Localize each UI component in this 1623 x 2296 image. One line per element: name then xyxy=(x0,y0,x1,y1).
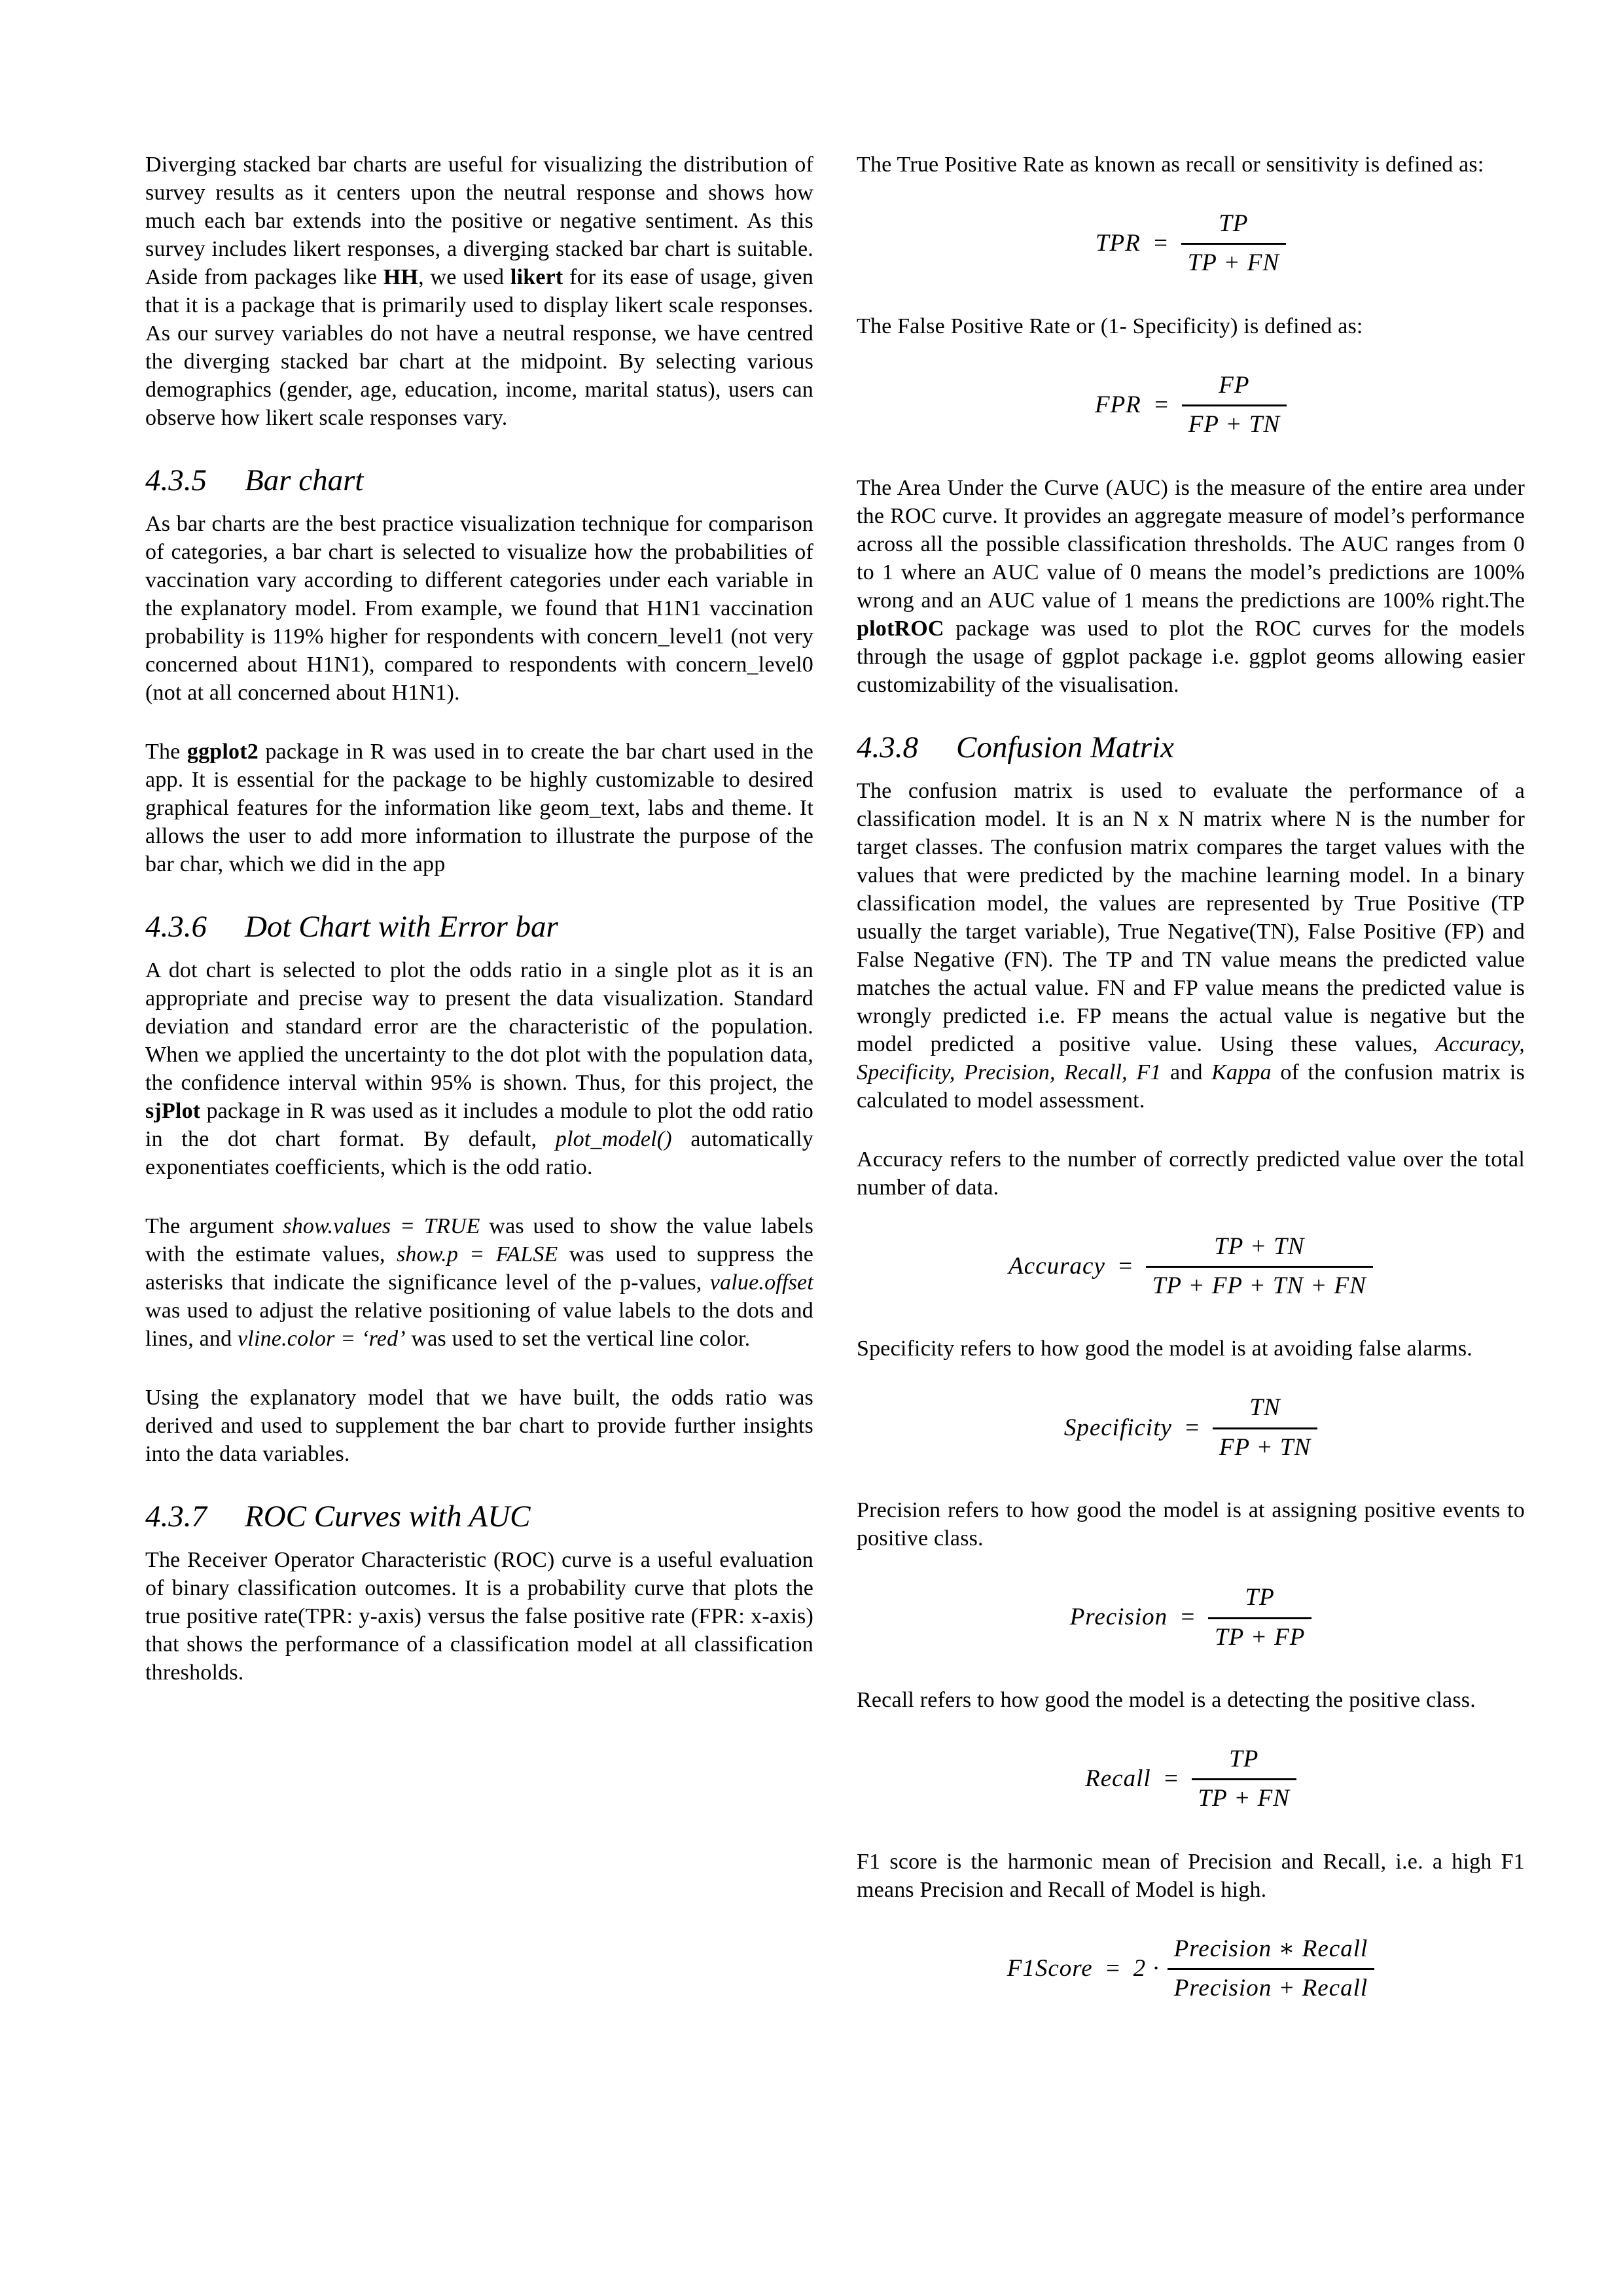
bold-text: plotROC xyxy=(857,616,944,641)
fraction xyxy=(1146,1232,1373,1301)
heading-4-3-5 xyxy=(145,463,813,498)
text-run: A dot chart is selected to plot the odds ratio in a single plot as it is an appropriate and precise way to present the data visualization. Standard deviation and standard error are the characteristic of the population. When we applied the uncertainty to the dot plot with the population data, the confidence interval within 95% is shown. Thus, for this project, the xyxy=(145,958,813,1096)
para-f1-intro xyxy=(857,1848,1525,1904)
fraction-denominator: FP + TN xyxy=(1182,404,1287,439)
equals-sign: = xyxy=(1183,1414,1201,1441)
fraction-numerator: FP xyxy=(1219,371,1250,399)
text-run: , we used xyxy=(418,265,510,289)
fraction-denominator: TP + FN xyxy=(1192,1778,1296,1813)
equals-sign: = xyxy=(1162,1765,1180,1793)
text-run: Diverging stacked bar charts are useful for visualizing the distribution of survey results as it centers upon the neutral response and shows how much each bar extends into the positive or negative sentiment. As this survey includes likert responses, a diverging stacked bar chart is suitable. Aside from packages like xyxy=(145,152,813,289)
italic-text: show.p = FALSE xyxy=(396,1242,558,1267)
right-column xyxy=(857,151,1525,2037)
text-run: The True Positive Rate as known as recall or sensitivity is defined as: xyxy=(857,152,1484,177)
para-ggplot2 xyxy=(145,738,813,878)
text-run: automatically exponentiates coefficients, which is the odd ratio. xyxy=(145,1127,813,1180)
section-number: 4.3.6 xyxy=(145,910,207,944)
left-column xyxy=(145,151,813,2037)
fraction xyxy=(1182,371,1287,440)
text-run: and xyxy=(1161,1060,1212,1085)
bold-text: sjPlot xyxy=(145,1099,201,1124)
italic-text: plot_model() xyxy=(555,1127,672,1152)
heading-4-3-7 xyxy=(145,1499,813,1534)
text-run: Specificity refers to how good the model is at avoiding false alarms. xyxy=(857,1336,1472,1361)
equals-sign: = xyxy=(1152,230,1169,257)
text-run: F1 score is the harmonic mean of Precision and Recall, i.e. a high F1 means Precision and Recall of Model is high. xyxy=(857,1849,1525,1902)
formula-multiplier: 2 · xyxy=(1133,1954,1160,1982)
text-run: The False Positive Rate or (1- Specificity) is defined as: xyxy=(857,314,1363,338)
formula-lhs: F1Score xyxy=(1007,1954,1093,1982)
para-accuracy-intro xyxy=(857,1145,1525,1202)
para-roc xyxy=(145,1546,813,1687)
fraction xyxy=(1192,1745,1296,1814)
fraction-numerator: TP xyxy=(1229,1745,1259,1772)
italic-text: vline.color = ‘red’ xyxy=(238,1327,406,1352)
equals-sign: = xyxy=(1104,1954,1122,1982)
formula-lhs: Specificity xyxy=(1063,1414,1172,1441)
text-run: was used to suppress the asterisks that indicate the significance level of the p-values, xyxy=(145,1242,813,1295)
fraction xyxy=(1168,1935,1375,2003)
italic-text: Kappa xyxy=(1211,1060,1272,1085)
text-run: Precision refers to how good the model is at assigning positive events to positive class. xyxy=(857,1498,1525,1551)
para-dot-chart xyxy=(145,956,813,1181)
italic-text: Accuracy, Specificity, Precision, Recall, F1 xyxy=(857,1031,1525,1085)
fraction-numerator: Precision ∗ Recall xyxy=(1173,1935,1368,1962)
heading-4-3-6 xyxy=(145,909,813,944)
text-run: of the confusion matrix is calculated to model assessment. xyxy=(857,1060,1525,1113)
formula-lhs: Accuracy xyxy=(1008,1252,1105,1280)
text-run: The Receiver Operator Characteristic (ROC) curve is a useful evaluation of binary classification outcomes. It is a probability curve that plots the true positive rate(TPR: y-axis) versus the false positive rate (FPR: x-axis) that shows the performance of a classification model at all classification thresholds. xyxy=(145,1548,813,1685)
text-run: The argument xyxy=(145,1214,283,1239)
para-diverging-stacked-bar xyxy=(145,151,813,432)
fraction-denominator: Precision + Recall xyxy=(1168,1968,1375,2003)
equals-sign: = xyxy=(1116,1252,1134,1280)
text-run: package in R was used in to create the bar chart used in the app. It is essential for the package to be highly customizable to desired graphical features for the information like geom_text, labs and theme. It allows the user to add more information to illustrate the purpose of the bar char, which we did in the app xyxy=(145,740,813,877)
para-specificity-intro xyxy=(857,1335,1525,1363)
text-run: was used to show the value labels with the estimate values, xyxy=(145,1214,814,1267)
bold-text: ggplot2 xyxy=(187,740,259,764)
fraction-numerator: TP + TN xyxy=(1214,1232,1305,1260)
text-run: package in R was used as it includes a module to plot the odd ratio in the dot chart format. By default, xyxy=(145,1099,813,1152)
fraction-denominator: FP + TN xyxy=(1213,1427,1317,1462)
text-run: Recall refers to how good the model is a detecting the positive class. xyxy=(857,1687,1476,1712)
formula-specificity xyxy=(857,1393,1525,1462)
text-run: package was used to plot the ROC curves for the models through the usage of ggplot package i.e. ggplot geoms allowing easier customizability of the visualisation. xyxy=(857,616,1525,697)
text-run: for its ease of usage, given that it is a package that is primarily used to display likert scale responses. As our survey variables do not have a neutral response, we have centred the diverging stacked bar chart at the midpoint. By selecting various demographics (gender, age, education, income, marital status), users can observe how likert scale responses vary. xyxy=(145,265,813,430)
text-run: The confusion matrix is used to evaluate the performance of a classification model. It is an N x N matrix where N is the number for target classes. The confusion matrix compares the target values with the values that were predicted by the machine learning model. In a binary classification model, the values are represented by True Positive (TP usually the target variable), True Negative(TN), False Positive (FP) and False Negative (FN). The TP and TN value means the predicted value matches the actual value. FN and FP value means the predicted value is wrongly predicted i.e. FP means the actual value is negative but the model predicted a positive value. Using these values, xyxy=(857,778,1525,1056)
formula-accuracy xyxy=(857,1232,1525,1301)
formula-tpr xyxy=(857,209,1525,278)
heading-4-3-8 xyxy=(857,730,1525,765)
para-show-values xyxy=(145,1212,813,1353)
bold-text: HH xyxy=(383,265,419,289)
para-fpr-intro xyxy=(857,312,1525,340)
fraction-numerator: TP xyxy=(1219,210,1249,237)
formula-lhs: Recall xyxy=(1085,1765,1151,1793)
formula-precision xyxy=(857,1583,1525,1652)
text-run: As bar charts are the best practice visualization technique for comparison of categories, a bar chart is selected to visualize how the probabilities of vaccination vary according to different categories under each variable in the explanatory model. From example, we found that H1N1 vaccination probability is 119% higher for respondents with concern_level1 (not very concerned about H1N1), compared to respondents with concern_level0 (not at all concerned about H1N1). xyxy=(145,512,813,706)
fraction xyxy=(1213,1393,1317,1462)
section-title: Dot Chart with Error bar xyxy=(245,910,558,944)
formula-f1score xyxy=(857,1935,1525,2003)
fraction-denominator: TP + FP + TN + FN xyxy=(1146,1266,1373,1300)
formula-lhs: FPR xyxy=(1094,391,1141,418)
para-auc xyxy=(857,474,1525,699)
para-explanatory-model xyxy=(145,1384,813,1468)
italic-text: value.offset xyxy=(709,1270,813,1295)
fraction-denominator: TP + FN xyxy=(1181,243,1286,278)
text-run: The Area Under the Curve (AUC) is the measure of the entire area under the ROC curve. It provides an aggregate measure of model’s performance across all the possible classification thresholds. The AUC ranges from 0 to 1 where an AUC value of 0 means the model’s predictions are 100% wrong and an AUC value of 1 means the predictions are 100% right.The xyxy=(857,475,1525,613)
text-run: Accuracy refers to the number of correctly predicted value over the total number of data. xyxy=(857,1147,1525,1200)
section-number: 4.3.8 xyxy=(857,730,918,764)
para-confusion-matrix xyxy=(857,777,1525,1115)
section-title: Confusion Matrix xyxy=(956,730,1174,764)
text-run: The xyxy=(145,740,187,764)
formula-recall xyxy=(857,1745,1525,1814)
equals-sign: = xyxy=(1152,391,1170,418)
fraction-denominator: TP + FP xyxy=(1208,1617,1311,1652)
para-tpr-intro xyxy=(857,151,1525,179)
text-run: was used to set the vertical line color. xyxy=(405,1327,751,1352)
fraction-numerator: TN xyxy=(1249,1394,1281,1422)
fraction xyxy=(1208,1583,1311,1652)
para-bar-chart xyxy=(145,510,813,707)
section-title: Bar chart xyxy=(245,463,364,497)
section-number: 4.3.5 xyxy=(145,463,207,497)
section-title: ROC Curves with AUC xyxy=(245,1499,531,1534)
text-run: was used to adjust the relative positioning of value labels to the dots and lines, and xyxy=(145,1299,813,1352)
fraction-numerator: TP xyxy=(1245,1584,1275,1611)
fraction xyxy=(1181,209,1286,278)
section-number: 4.3.7 xyxy=(145,1499,207,1534)
italic-text: show.values = TRUE xyxy=(283,1214,480,1239)
formula-lhs: Precision xyxy=(1069,1604,1168,1631)
formula-fpr xyxy=(857,371,1525,440)
bold-text: likert xyxy=(510,265,563,289)
formula-lhs: TPR xyxy=(1095,230,1141,257)
equals-sign: = xyxy=(1179,1604,1197,1631)
para-recall-intro xyxy=(857,1686,1525,1714)
text-run: Using the explanatory model that we have built, the odds ratio was derived and used to supplement the bar chart to provide further insights into the data variables. xyxy=(145,1386,813,1467)
para-precision-intro xyxy=(857,1496,1525,1552)
